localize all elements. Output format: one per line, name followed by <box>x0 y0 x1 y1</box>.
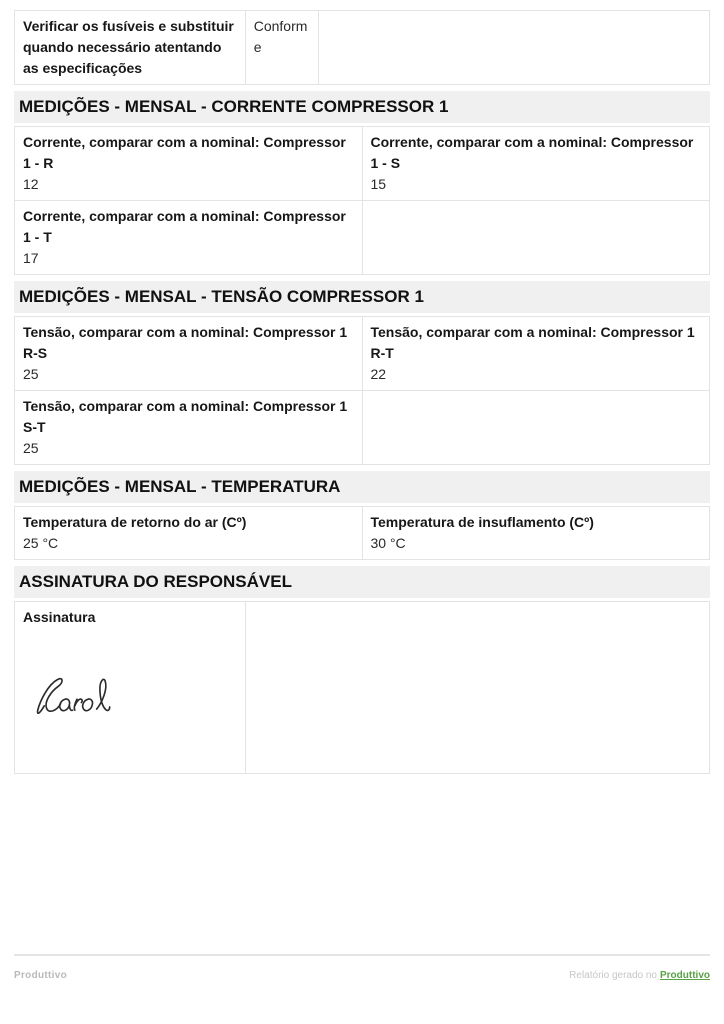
table-row <box>15 507 710 560</box>
signature-label: Assinatura <box>23 609 96 625</box>
table-row <box>15 317 710 391</box>
checklist-question-cell <box>15 11 246 85</box>
section-header-corrente: MEDIÇÕES - MENSAL - CORRENTE COMPRESSOR 1 <box>14 91 710 123</box>
measurement-empty-cell <box>362 391 710 465</box>
measurement-label: Corrente, comparar com a nominal: Compressor 1 - R <box>23 134 346 171</box>
checklist-answer-cell <box>245 11 318 85</box>
measurement-label: Temperatura de insuflamento (Cº) <box>370 514 594 530</box>
corrente-table <box>14 126 710 275</box>
measurement-label: Tensão, comparar com a nominal: Compressor 1 R-T <box>370 324 695 361</box>
signature-table <box>14 601 710 774</box>
report-content <box>14 10 710 774</box>
section-header-tensao: MEDIÇÕES - MENSAL - TENSÃO COMPRESSOR 1 <box>14 281 710 313</box>
footer <box>14 970 710 981</box>
signature-empty-cell <box>245 602 709 774</box>
table-row <box>15 127 710 201</box>
footer-divider <box>14 954 710 956</box>
footer-brand: Produttivo <box>14 970 67 981</box>
signature-handwriting-image <box>29 672 125 720</box>
table-row <box>15 201 710 275</box>
measurement-label: Tensão, comparar com a nominal: Compressor 1 R-S <box>23 324 348 361</box>
checklist-answer: Conforme <box>253 18 308 55</box>
measurement-empty-cell <box>362 201 710 275</box>
measurement-label: Corrente, comparar com a nominal: Compressor 1 - S <box>370 134 694 171</box>
measurement-value: 15 <box>370 176 387 192</box>
section-header-assinatura: ASSINATURA DO RESPONSÁVEL <box>14 566 710 598</box>
measurement-value: 25 <box>23 366 39 382</box>
measurement-value: 22 <box>370 366 387 382</box>
measurement-cell <box>15 201 363 275</box>
footer-produttivo-link[interactable]: Produttivo <box>660 970 710 981</box>
measurement-cell <box>15 127 363 201</box>
measurement-label: Temperatura de retorno do ar (Cº) <box>23 514 247 530</box>
section-header-temperatura: MEDIÇÕES - MENSAL - TEMPERATURA <box>14 471 710 503</box>
measurement-cell <box>362 127 710 201</box>
checklist-question: Verificar os fusíveis e substituir quando necessário atentando as especificações <box>23 18 234 76</box>
checklist-empty-cell <box>318 11 709 85</box>
temperatura-table <box>14 506 710 560</box>
signature-cell <box>15 602 246 774</box>
measurement-value: 30 °C <box>370 535 406 551</box>
table-row <box>15 391 710 465</box>
measurement-label: Corrente, comparar com a nominal: Compressor 1 - T <box>23 208 346 245</box>
measurement-value: 17 <box>23 250 39 266</box>
measurement-value: 25 °C <box>23 535 59 551</box>
measurement-value: 25 <box>23 440 39 456</box>
footer-generated-prefix: Relatório gerado no <box>569 970 657 981</box>
measurement-cell <box>15 317 363 391</box>
checklist-table <box>14 10 710 85</box>
checklist-row <box>15 11 710 85</box>
measurement-cell <box>15 507 363 560</box>
measurement-cell <box>362 317 710 391</box>
measurement-cell <box>362 507 710 560</box>
footer-generated-text <box>569 970 710 981</box>
tensao-table <box>14 316 710 465</box>
measurement-value: 12 <box>23 176 39 192</box>
measurement-label: Tensão, comparar com a nominal: Compressor 1 S-T <box>23 398 348 435</box>
measurement-cell <box>15 391 363 465</box>
table-row <box>15 602 710 774</box>
